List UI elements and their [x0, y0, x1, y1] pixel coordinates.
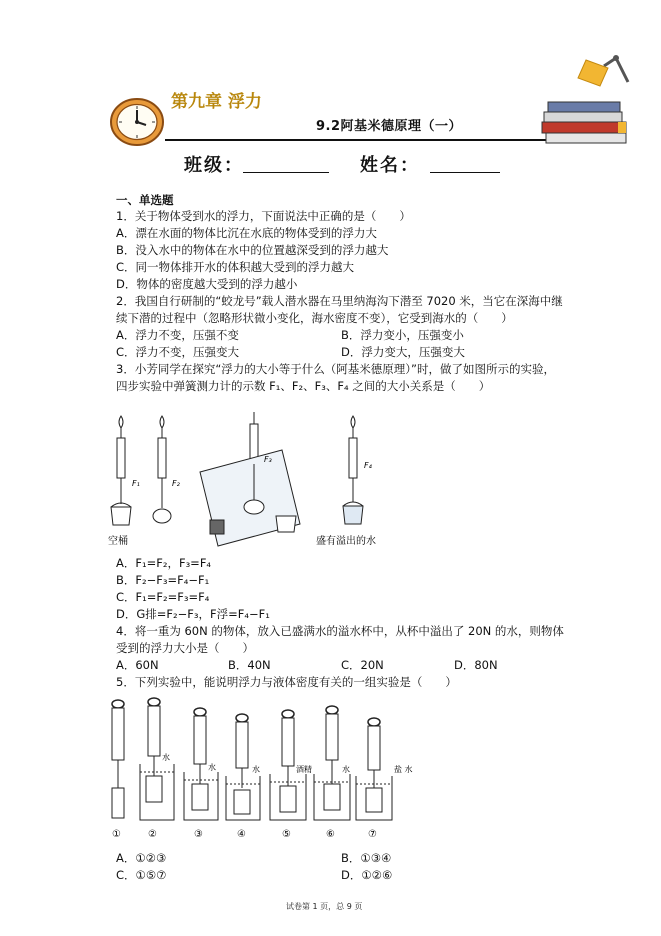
q2-option-d[interactable]: D．浮力变大，压强变大 [341, 345, 465, 359]
q5-option-c[interactable]: C．①⑤⑦ [116, 868, 167, 882]
q2-stem-line1: 2．我国自行研制的“蛟龙号”载人潜水器在马里纳海沟下潜至 7020 米，当它在深海中继 [116, 294, 563, 308]
q5-liquid-label-7: 盐 水 [394, 765, 413, 774]
q5-number-1: ① [112, 829, 121, 840]
books-icon [538, 98, 634, 148]
q5-number-4: ④ [237, 829, 246, 840]
q5-setup-6 [314, 706, 350, 820]
q5-liquid-label-5: 酒精 [296, 765, 312, 774]
q1-option-c[interactable]: C．同一物体排开水的体积越大受到的浮力越大 [116, 260, 355, 274]
q3-step2-spring-scale [153, 416, 171, 523]
class-input[interactable] [243, 172, 329, 173]
q3-step4-spring-scale [343, 416, 363, 524]
q3-caption-left: 空桶 [108, 536, 128, 547]
q5-number-2: ② [148, 829, 157, 840]
q3-step3-overflow-cup [200, 412, 300, 546]
q1-option-a[interactable]: A．漂在水面的物体比沉在水底的物体受到的浮力大 [116, 226, 377, 240]
q3-option-a[interactable]: A．F₁=F₂，F₃=F₄ [116, 556, 212, 570]
q3-figure [104, 412, 404, 554]
q5-liquid-label-6: 水 [342, 765, 350, 774]
q5-number-3: ③ [194, 829, 203, 840]
q3-step1-spring-scale [111, 416, 131, 525]
header-rule [165, 139, 565, 141]
q1-option-b[interactable]: B．没入水中的物体在水中的位置越深受到的浮力越大 [116, 243, 389, 257]
q3-label-f3: F₃ [264, 455, 272, 464]
q3-option-c[interactable]: C．F₁=F₂=F₃=F₄ [116, 590, 210, 604]
q5-number-6: ⑥ [326, 829, 335, 840]
q5-number-5: ⑤ [282, 829, 291, 840]
q2-stem-line2: 续下潜的过程中（忽略形状微小变化，海水密度不变），它受到海水的（ ） [116, 311, 513, 325]
q5-number-7: ⑦ [368, 829, 377, 840]
q4-stem-line1: 4．将一重为 60N 的物体，放入已盛满水的溢水杯中，从杯中溢出了 20N 的水，则物体 [116, 624, 564, 638]
q3-label-f1: F₁ [132, 479, 140, 488]
q3-caption-right: 盛有溢出的水 [316, 536, 376, 547]
q5-liquid-label-2: 水 [162, 753, 170, 762]
q2-option-b[interactable]: B．浮力变小，压强变小 [341, 328, 464, 342]
chapter-title: 第九章 浮力 [171, 92, 262, 112]
q3-stem-line1: 3．小芳同学在探究“浮力的大小等于什么（阿基米德原理）”时，做了如图所示的实验， [116, 362, 555, 376]
q3-option-b[interactable]: B．F₂−F₃=F₄−F₁ [116, 573, 210, 587]
q2-option-a[interactable]: A．浮力不变，压强不变 [116, 328, 239, 342]
name-label: 姓名： [360, 155, 420, 176]
q5-liquid-label-4: 水 [252, 765, 260, 774]
q4-option-c[interactable]: C．20N [341, 658, 384, 672]
q5-figure [104, 696, 434, 844]
q1-stem: 1．关于物体受到水的浮力，下面说法中正确的是（ ） [116, 209, 411, 223]
q3-label-f4: F₄ [364, 461, 372, 470]
q5-setup-1 [112, 700, 124, 818]
q5-liquid-label-3: 水 [208, 763, 216, 772]
q3-option-d[interactable]: D．G排=F₂−F₃，F浮=F₄−F₁ [116, 607, 270, 621]
q5-stem: 5．下列实验中，能说明浮力与液体密度有关的一组实验是（ ） [116, 675, 457, 689]
clock-icon [108, 95, 166, 147]
part-title: 一、单选题 [116, 193, 174, 207]
q5-option-d[interactable]: D．①②⑥ [341, 868, 393, 882]
q2-option-c[interactable]: C．浮力不变，压强变大 [116, 345, 240, 359]
q4-stem-line2: 受到的浮力大小是（ ） [116, 641, 254, 655]
q1-option-d[interactable]: D．物体的密度越大受到的浮力越小 [116, 277, 298, 291]
q5-option-b[interactable]: B．①③④ [341, 851, 392, 865]
q4-option-d[interactable]: D．80N [454, 658, 498, 672]
q3-stem-line2: 四步实验中弹簧测力计的示数 F₁、F₂、F₃、F₄ 之间的大小关系是（ ） [116, 379, 491, 393]
class-label: 班级： [184, 155, 244, 176]
q4-option-b[interactable]: B．40N [228, 658, 271, 672]
q4-option-a[interactable]: A．60N [116, 658, 159, 672]
page-footer: 试卷第 1 页，总 9 页 [286, 902, 363, 911]
name-input[interactable] [430, 172, 500, 173]
q5-option-a[interactable]: A．①②③ [116, 851, 167, 865]
q5-setup-7 [356, 718, 392, 820]
q3-label-f2: F₂ [172, 479, 180, 488]
section-title: 9.2阿基米德原理（一） [316, 119, 463, 134]
